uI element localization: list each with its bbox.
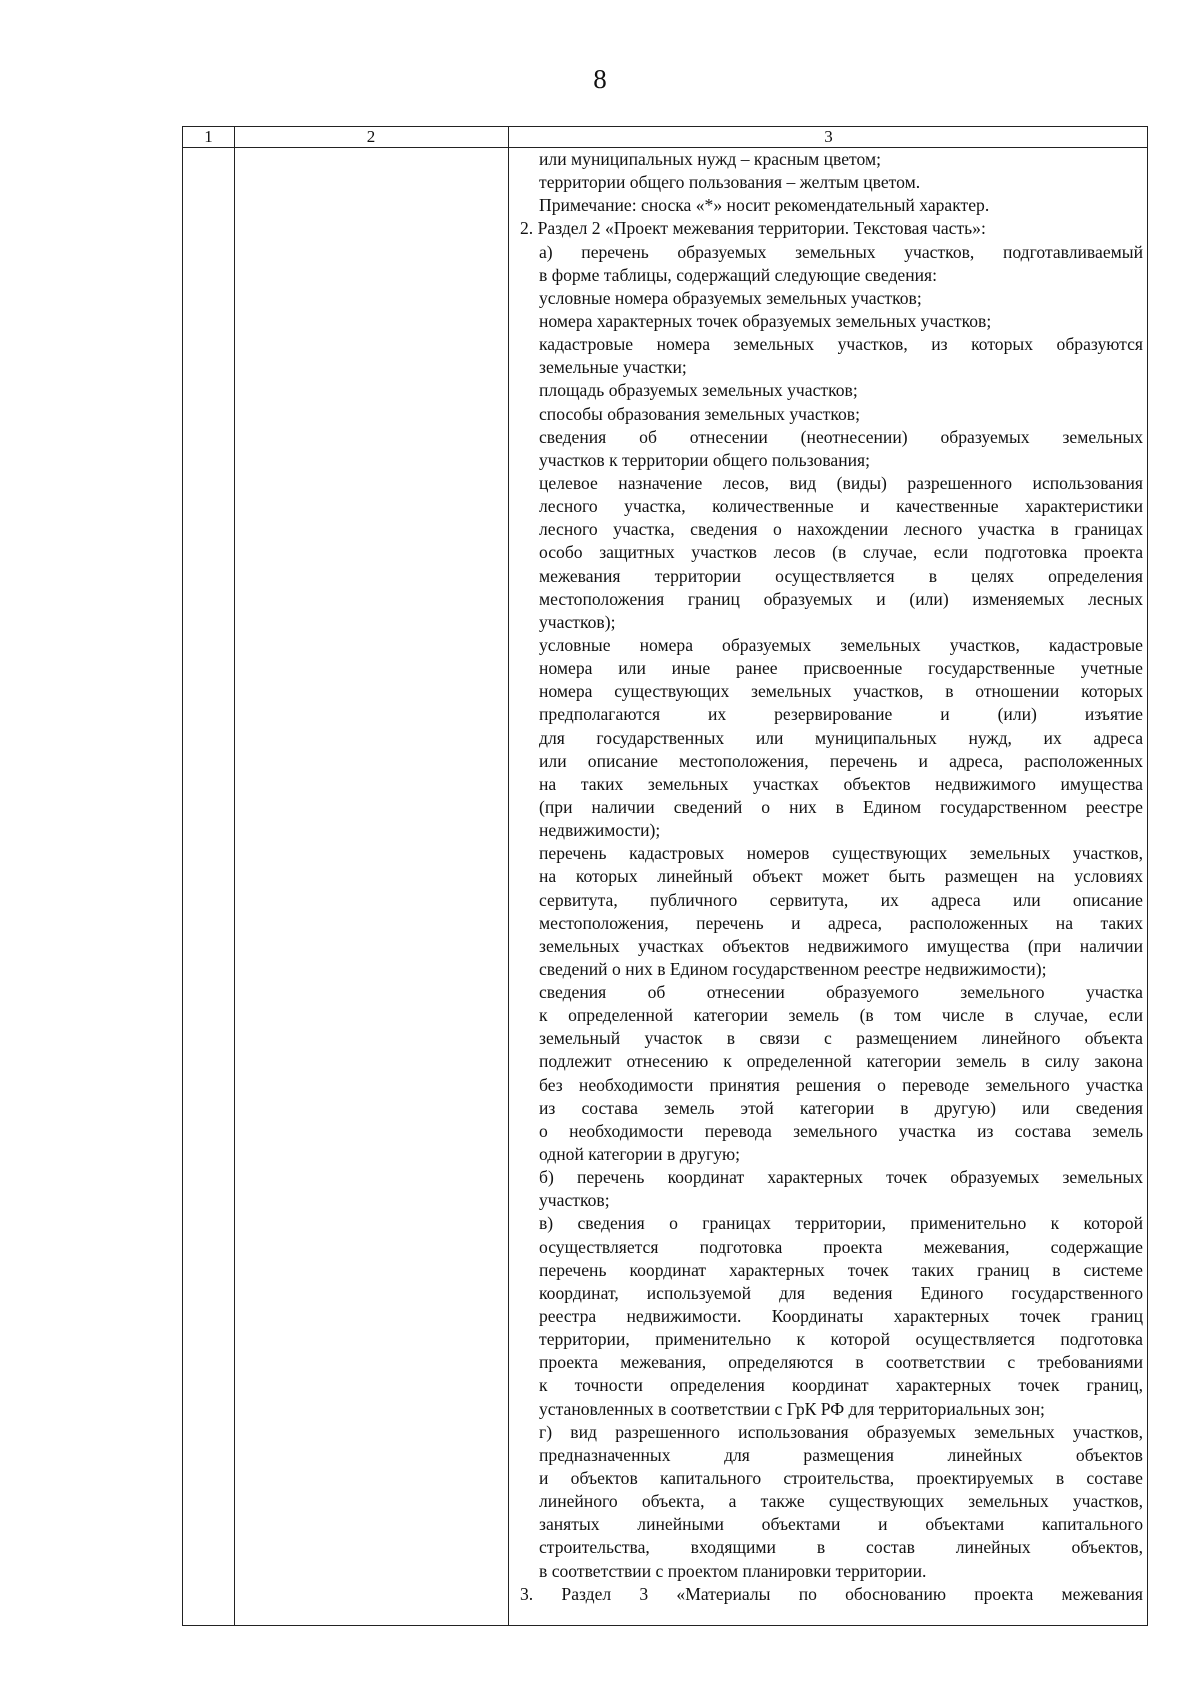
column-header-3: 3	[824, 127, 833, 146]
text-line: в форме таблицы, содержащий следующие сведения:	[539, 264, 938, 285]
text-line: г) вид разрешенного использования образуемых земельных участков,	[539, 1421, 1143, 1442]
text-line: недвижимости);	[539, 820, 661, 841]
text-line: условные номера образуемых земельных участков, кадастровые	[539, 634, 1143, 655]
column-divider-2	[508, 127, 509, 1625]
text-line: на которых линейный объект может быть размещен на условиях	[539, 866, 1143, 887]
text-line: кадастровые номера земельных участков, из которых образуются	[539, 334, 1143, 355]
text-line: на таких земельных участках объектов недвижимого имущества	[539, 773, 1143, 794]
text-line: участков к территории общего пользования;	[539, 449, 871, 470]
text-line: земельных участках объектов недвижимого имущества (при наличии	[539, 935, 1143, 956]
text-line: земельный участок в связи с размещением линейного объекта	[539, 1028, 1143, 1049]
text-line: номера или иные ранее присвоенные государственные учетные	[539, 658, 1143, 679]
text-line: сведений о них в Едином государственном реестре недвижимости);	[539, 958, 1047, 979]
text-line: 3. Раздел 3 «Материалы по обоснованию проекта межевания	[520, 1583, 1143, 1604]
text-line: перечень координат характерных точек таких границ в системе	[539, 1259, 1143, 1280]
text-line: или муниципальных нужд – красным цветом;	[539, 149, 881, 169]
text-line: в) сведения о границах территории, применительно к которой	[539, 1213, 1143, 1234]
text-line: и объектов капитального строительства, проектируемых в составе	[539, 1468, 1143, 1489]
text-line: условные номера образуемых земельных участков;	[539, 287, 922, 308]
text-line: сервитута, публичного сервитута, их адреса или описание	[539, 889, 1143, 910]
column-header-1: 1	[204, 127, 213, 146]
text-line: координат, используемой для ведения Единого государственного	[539, 1282, 1143, 1303]
text-line: б) перечень координат характерных точек образуемых земельных	[539, 1167, 1143, 1188]
text-line: целевое назначение лесов, вид (виды) разрешенного использования	[539, 472, 1143, 493]
text-line: линейного объекта, а также существующих земельных участков,	[539, 1491, 1143, 1512]
document-table	[182, 126, 1148, 1626]
text-line: межевания территории осуществляется в целях определения	[539, 565, 1143, 586]
text-line: площадь образуемых земельных участков;	[539, 380, 858, 401]
text-line: участков);	[539, 611, 616, 632]
text-line: перечень кадастровых номеров существующих земельных участков,	[539, 843, 1143, 864]
text-line: 2. Раздел 2 «Проект межевания территории. Текстовая часть»:	[520, 218, 986, 239]
text-line: территории общего пользования – желтым цветом.	[539, 172, 921, 193]
text-line: установленных в соответствии с ГрК РФ для территориальных зон;	[539, 1398, 1045, 1419]
text-line: осуществляется подготовка проекта межевания, содержащие	[539, 1236, 1143, 1257]
text-line: в соответствии с проектом планировки территории.	[539, 1560, 927, 1581]
text-line: а) перечень образуемых земельных участков, подготавливаемый	[539, 241, 1143, 262]
text-line: местоположения границ образуемых и (или) изменяемых лесных	[539, 588, 1143, 609]
text-line: реестра недвижимости. Координаты характерных точек границ	[539, 1306, 1143, 1327]
text-line: способы образования земельных участков;	[539, 403, 860, 424]
text-line: лесного участка, сведения о нахождении лесного участка в границах	[539, 519, 1143, 540]
column-header-2: 2	[366, 127, 376, 146]
text-line: номера характерных точек образуемых земельных участков;	[539, 310, 992, 331]
text-line: предназначенных для размещения линейных объектов	[539, 1444, 1143, 1465]
text-line: сведения об отнесении (неотнесении) образуемых земельных	[539, 426, 1143, 447]
text-line: территории, применительно к которой осуществляется подготовка	[539, 1329, 1143, 1350]
text-line: к точности определения координат характерных точек границ,	[539, 1375, 1143, 1396]
text-line: о необходимости перевода земельного участка из состава земель	[539, 1120, 1143, 1141]
text-line: занятых линейными объектами и объектами капитального	[539, 1514, 1143, 1535]
text-line: Примечание: сноска «*» носит рекомендательный характер.	[539, 195, 990, 216]
text-line: из состава земель этой категории в другую) или сведения	[539, 1097, 1143, 1118]
text-line: номера существующих земельных участков, в отношении которых	[539, 681, 1143, 702]
text-line: предполагаются их резервирование и (или) изъятие	[539, 704, 1143, 725]
text-line: местоположения, перечень и адреса, расположенных на таких	[539, 912, 1143, 933]
text-line: (при наличии сведений о них в Едином государственном реестре	[539, 796, 1143, 817]
table-header-row	[183, 127, 1147, 148]
text-line: к определенной категории земель (в том числе в случае, если	[539, 1005, 1143, 1026]
text-line: особо защитных участков лесов (в случае, если подготовка проекта	[539, 542, 1143, 563]
text-line: для государственных или муниципальных нужд, их адреса	[539, 727, 1143, 748]
text-line: земельные участки;	[539, 357, 687, 378]
text-line: без необходимости принятия решения о переводе земельного участка	[539, 1074, 1143, 1095]
page-number: 8	[593, 64, 607, 94]
column-divider-1	[234, 127, 235, 1625]
text-line: строительства, входящими в состав линейных объектов,	[539, 1537, 1143, 1558]
text-line: одной категории в другую;	[539, 1144, 741, 1165]
text-line: участков;	[539, 1190, 610, 1211]
text-line: сведения об отнесении образуемого земельного участка	[539, 982, 1143, 1003]
text-line: лесного участка, количественные и качественные характеристики	[539, 496, 1143, 517]
text-line: или описание местоположения, перечень и адреса, расположенных	[539, 750, 1143, 771]
text-line: проекта межевания, определяются в соответствии с требованиями	[539, 1352, 1143, 1373]
column-3-content	[513, 148, 1143, 1606]
text-line: подлежит отнесению к определенной категории земель в силу закона	[539, 1051, 1143, 1072]
